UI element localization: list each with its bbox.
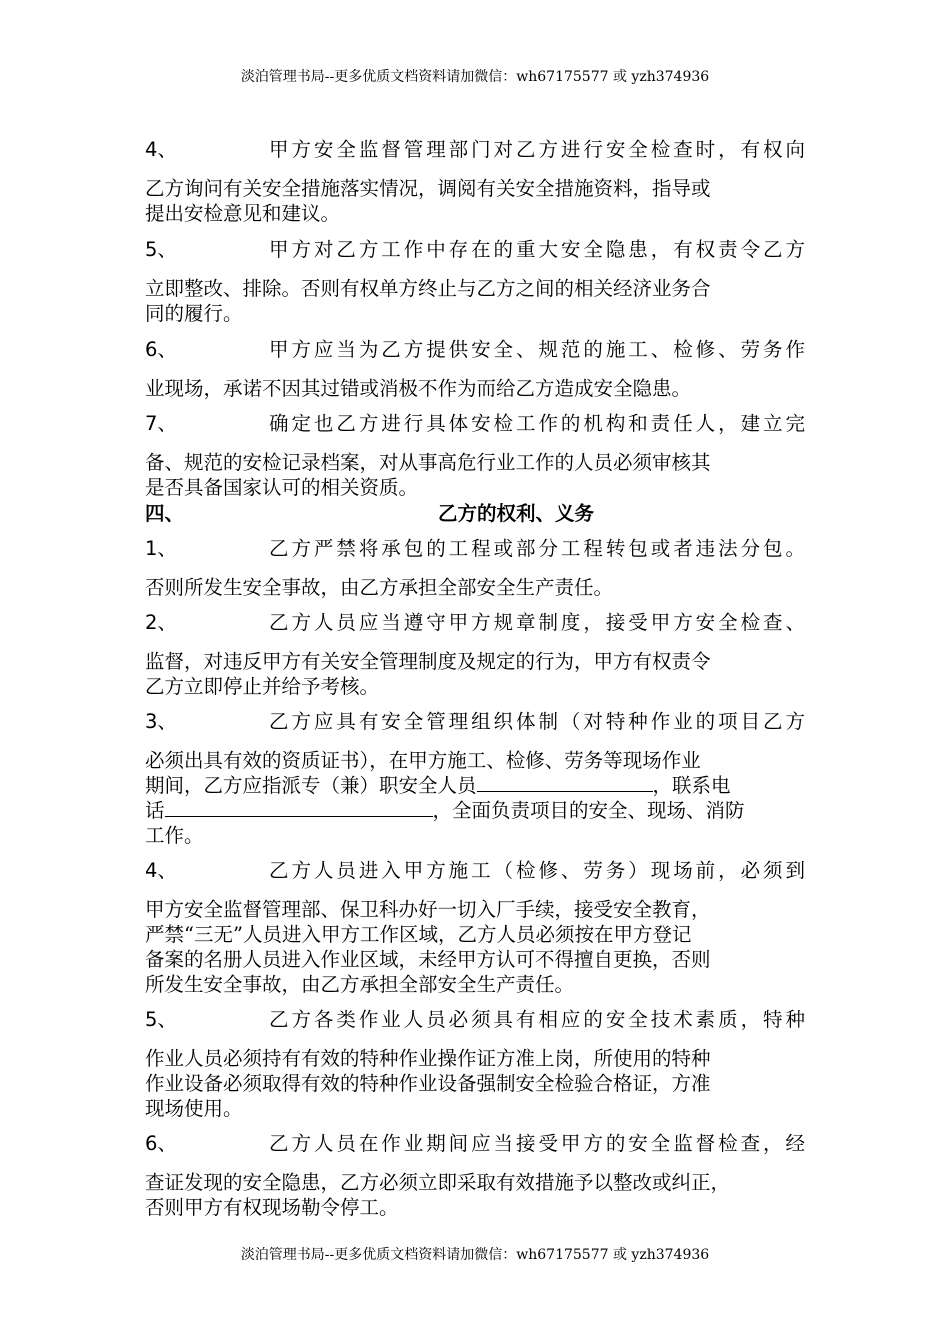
- clause-first-line: 乙方人员应当遵守甲方规章制度，接受甲方安全检查、: [269, 611, 805, 634]
- clause-first-line: 确定也乙方进行具体安检工作的机构和责任人，建立完: [269, 412, 805, 435]
- page-header: 淡泊管理书局--更多优质文档资料请加微信：wh67175577 或 yzh374936: [240, 69, 710, 85]
- clause-line: 作业人员必须持有有效的特种作业操作证方准上岗，所使用的特种: [145, 1047, 711, 1070]
- clause-first-line: 乙方人员进入甲方施工（检修、劳务）现场前，必须到: [269, 859, 805, 882]
- clause-line: 同的履行。: [145, 302, 243, 325]
- clause-first-line: 乙方各类作业人员必须具有相应的安全技术素质，特种: [269, 1008, 805, 1031]
- clause-b5: [145, 1007, 805, 1121]
- clause-line-with-blank: [145, 798, 805, 823]
- clause-b3: [145, 709, 805, 848]
- clause-a6: [145, 337, 805, 401]
- clause-number: 6、: [145, 338, 177, 361]
- clause-first-line: 甲方应当为乙方提供安全、规范的施工、检修、劳务作: [269, 338, 805, 361]
- clause-line-with-blank: [145, 773, 805, 798]
- clause-b2: [145, 610, 805, 699]
- clause-first-line: 乙方人员在作业期间应当接受甲方的安全监督检查，经: [269, 1132, 805, 1155]
- section-title: 乙方的权利、义务: [438, 502, 595, 525]
- clause-line: 现场使用。: [145, 1097, 243, 1120]
- clause-number: 3、: [145, 710, 177, 733]
- section-number: 四、: [145, 502, 185, 525]
- clause-number: 4、: [145, 859, 177, 882]
- clause-line: 备、规范的安检记录档案，对从事高危行业工作的人员必须审核其: [145, 451, 711, 474]
- clause-line: 提出安检意见和建议。: [145, 202, 341, 225]
- clause-text: 话: [145, 799, 165, 822]
- clause-b4: [145, 858, 805, 997]
- clause-line: 查证发现的安全隐患，乙方必须立即采取有效措施予以整改或纠正，: [145, 1171, 731, 1194]
- clause-line: 业现场，承诺不因其过错或消极不作为而给乙方造成安全隐患。: [145, 377, 692, 400]
- clause-text: 期间，乙方应指派专（兼）职安全人员: [145, 774, 477, 797]
- clause-number: 7、: [145, 412, 177, 435]
- clause-line: 作业设备必须取得有效的特种作业设备强制安全检验合格证，方准: [145, 1072, 711, 1095]
- clause-line: 甲方安全监督管理部、保卫科办好一切入厂手续，接受安全教育，: [145, 898, 711, 921]
- clause-line: 必须出具有效的资质证书），在甲方施工、检修、劳务等现场作业: [145, 749, 701, 772]
- clause-number: 6、: [145, 1132, 177, 1155]
- clause-line: 否则甲方有权现场勒令停工。: [145, 1196, 399, 1219]
- section-heading: [145, 498, 805, 523]
- clause-b1: [145, 536, 805, 600]
- clause-a4: [145, 137, 805, 226]
- clause-number: 5、: [145, 1008, 177, 1031]
- clause-first-line: 甲方安全监督管理部门对乙方进行安全检查时，有权向: [269, 138, 805, 161]
- clause-number: 2、: [145, 611, 177, 634]
- clause-line: 否则所发生安全事故，由乙方承担全部安全生产责任。: [145, 576, 614, 599]
- clause-line: 严禁“三无”人员进入甲方工作区域，乙方人员必须按在甲方登记: [145, 923, 692, 946]
- clause-first-line: 乙方应具有安全管理组织体制（对特种作业的项目乙方: [269, 710, 805, 733]
- clause-number: 4、: [145, 138, 177, 161]
- page-footer: 淡泊管理书局--更多优质文档资料请加微信：wh67175577 或 yzh374936: [240, 1247, 710, 1263]
- clause-first-line: 甲方对乙方工作中存在的重大安全隐患，有权责令乙方: [269, 238, 805, 261]
- clause-line: 乙方询问有关安全措施落实情况，调阅有关安全措施资料，指导或: [145, 177, 711, 200]
- clause-line: 备案的名册人员进入作业区域，未经甲方认可不得擅自更换，否则: [145, 948, 711, 971]
- clause-a7: [145, 411, 805, 500]
- clause-number: 5、: [145, 238, 177, 261]
- clause-line: 所发生安全事故，由乙方承担全部安全生产责任。: [145, 973, 575, 996]
- clause-line: 监督，对违反甲方有关安全管理制度及规定的行为，甲方有权责令: [145, 650, 711, 673]
- clause-line: 工作。: [145, 824, 204, 847]
- phone-blank[interactable]: [165, 798, 433, 817]
- clause-number: 1、: [145, 537, 177, 560]
- clause-line: 是否具备国家认可的相关资质。: [145, 476, 419, 499]
- clause-text: ，全面负责项目的安全、现场、消防: [432, 799, 745, 822]
- safety-officer-blank[interactable]: [477, 773, 653, 792]
- clause-first-line: 乙方严禁将承包的工程或部分工程转包或者违法分包。: [269, 537, 805, 560]
- clause-b6: [145, 1131, 805, 1220]
- clause-a5: [145, 237, 805, 326]
- clause-line: 立即整改、排除。否则有权单方终止与乙方之间的相关经济业务合: [145, 277, 711, 300]
- clause-text: ，联系电: [652, 774, 731, 797]
- clause-line: 乙方立即停止并给予考核。: [145, 675, 380, 698]
